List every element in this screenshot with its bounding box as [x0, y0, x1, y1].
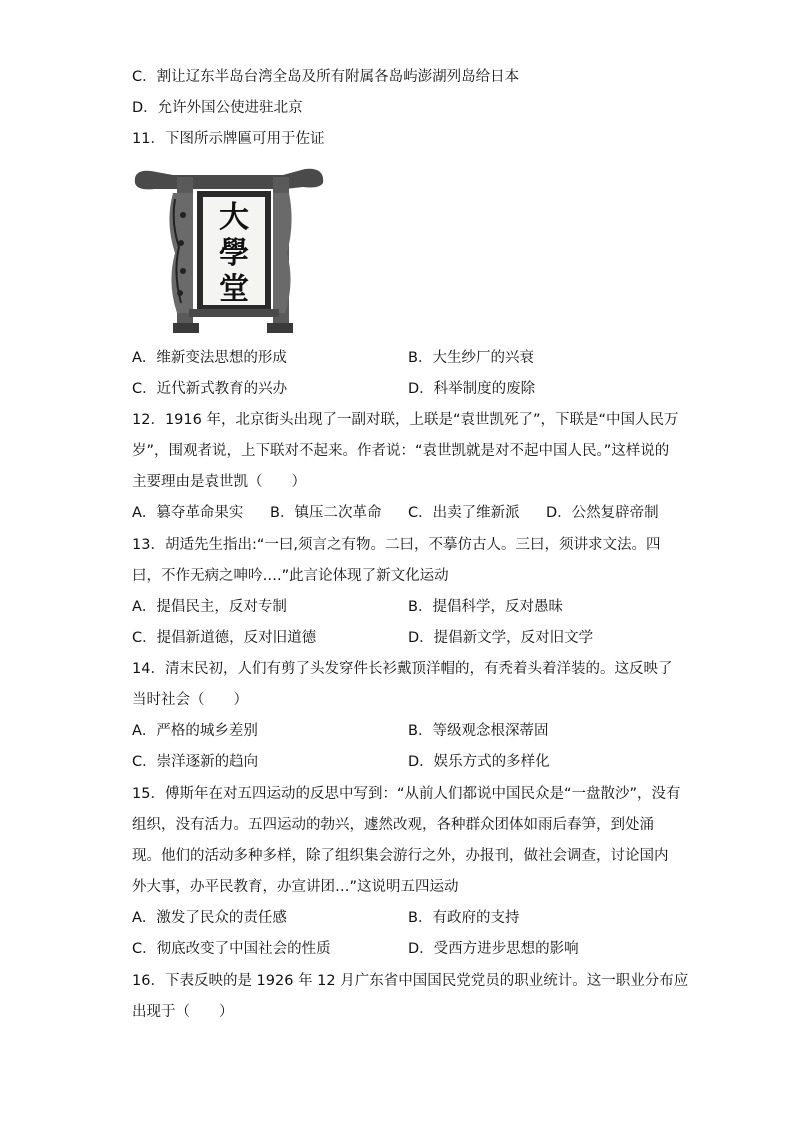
q13-option-c: C．提倡新道德，反对旧道德: [132, 630, 317, 646]
q13-option-b: B．提倡科学，反对愚昧: [408, 599, 563, 615]
q15-stem-line-3: 现。他们的活动多种多样，除了组织集会游行之外，办报刊，做社会调查，讨论国内: [132, 848, 669, 864]
q10-option-c: C．割让辽东半岛台湾全岛及所有附属各岛屿澎湖列岛给日本: [132, 69, 520, 85]
q11-option-b: B．大生纱厂的兴衰: [408, 350, 534, 366]
q15-stem-line-2: 组织，没有活力。五四运动的勃兴，遽然改观，各种群众团体如雨后春笋，到处涌: [132, 817, 654, 833]
q12-option-d: D．公然复辟帝制: [546, 505, 659, 521]
q16-stem-line-2: 出现于（ ）: [132, 1004, 234, 1020]
plaque-image: [133, 163, 326, 335]
q13-option-a: A．提倡民主，反对专制: [132, 599, 287, 615]
q14-stem-line-2: 当时社会（ ）: [132, 692, 248, 708]
q15-option-d: D．受西方进步思想的影响: [408, 941, 579, 957]
plaque-char-1: 大: [219, 200, 249, 235]
q14-option-d: D．娱乐方式的多样化: [408, 754, 550, 770]
q15-option-c: C．彻底改变了中国社会的性质: [132, 941, 331, 957]
q14-option-b: B．等级观念根深蒂固: [408, 723, 549, 739]
q11-option-c: C．近代新式教育的兴办: [132, 381, 288, 397]
q12-option-b: B．镇压二次革命: [270, 505, 382, 521]
q15-option-a: A．激发了民众的责任感: [132, 910, 287, 926]
q13-option-d: D．提倡新文学，反对旧文学: [408, 630, 594, 646]
q14-option-c: C．崇洋逐新的趋向: [132, 754, 259, 770]
plaque-char-3: 堂: [219, 272, 249, 307]
q12-stem-line-1: 12．1916 年，北京街头出现了一副对联，上联是“袁世凯死了”，下联是“中国人民万: [132, 412, 679, 428]
q16-stem-line-1: 16．下表反映的是 1926 年 12 月广东省中国国民党党员的职业统计。这一职业分布应: [132, 973, 689, 989]
q15-option-b: B．有政府的支持: [408, 910, 520, 926]
q13-stem-line-2: 曰，不作无病之呻吟….”此言论体现了新文化运动: [132, 568, 449, 584]
q12-stem-line-2: 岁”，围观者说，上下联对不起来。作者说：“袁世凯就是对不起中国人民。”这样说的: [132, 443, 670, 459]
q15-stem-line-4: 外大事，办平民教育，办宣讲团…”这说明五四运动: [132, 879, 459, 895]
q12-option-c: C．出卖了维新派: [408, 505, 520, 521]
q11-stem: 11．下图所示牌匾可用于佐证: [132, 131, 325, 147]
q14-stem-line-1: 14．清末民初，人们有剪了头发穿件长衫戴顶洋帽的，有秃着头着洋装的。这反映了: [132, 661, 673, 677]
q12-stem-line-3: 主要理由是袁世凯（ ）: [132, 474, 306, 490]
q13-stem-line-1: 13．胡适先生指出:“一曰,须言之有物。二曰，不摹仿古人。三曰，须讲求文法。四: [132, 537, 661, 553]
q10-option-d: D．允许外国公使进驻北京: [132, 100, 303, 116]
q15-stem-line-1: 15．傅斯年在对五四运动的反思中写到：“从前人们都说中国民众是“一盘散沙”，没有: [132, 786, 681, 802]
q11-option-d: D．科举制度的废除: [408, 381, 536, 397]
plaque-char-2: 學: [219, 236, 249, 271]
q11-option-a: A．维新变法思想的形成: [132, 350, 287, 366]
q14-option-a: A．严格的城乡差别: [132, 723, 258, 739]
q12-option-a: A．篡夺革命果实: [132, 505, 244, 521]
